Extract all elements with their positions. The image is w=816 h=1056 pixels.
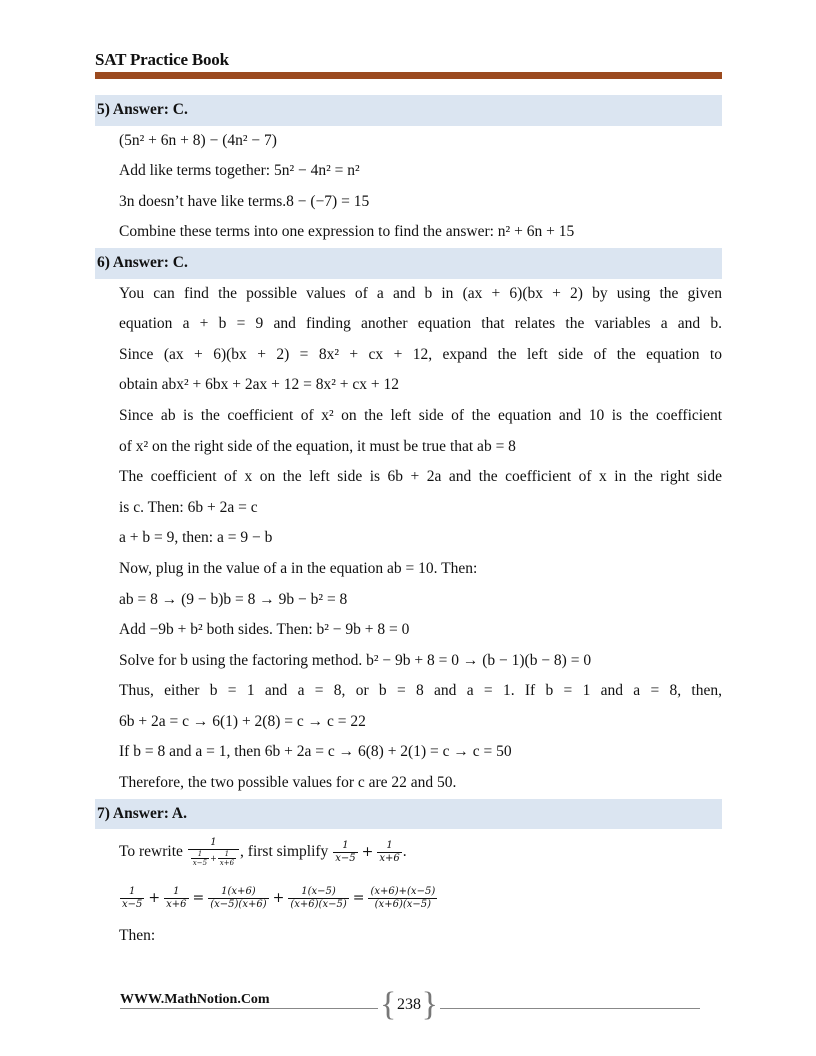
solution-line: Combine these terms into one expression to find the answer: n² + 6n + 15 xyxy=(119,223,575,241)
inner-fraction xyxy=(191,850,209,867)
solution-line: Now, plug in the value of a in the equation ab = 10. Then: xyxy=(119,559,478,577)
inner-fraction xyxy=(218,850,236,867)
fraction-numerator: 1 xyxy=(120,886,144,899)
fraction xyxy=(333,840,357,865)
right-brace-icon: } xyxy=(421,986,438,1023)
fraction-denominator: x+6 xyxy=(379,852,400,864)
solution-line: Solve for b using the factoring method. b² − 9b + 8 = 0 → (b − 1)(b − 8) = 0 xyxy=(119,651,592,669)
solution-line: Thus, either b = 1 and a = 8, or b = 8 and a = 1. If b = 1 and a = 8, then, xyxy=(119,682,722,700)
solution-line: Add like terms together: 5n² − 4n² = n² xyxy=(119,162,360,180)
solution-line: If b = 8 and a = 1, then 6b + 2a = c → 6(8) + 2(1) = c → c = 50 xyxy=(119,743,512,761)
footer-rule xyxy=(440,1008,700,1009)
solution-line: Since ab is the coefficient of x² on the left side of the equation and 10 is the coefficient xyxy=(119,406,722,424)
solution-line: a + b = 9, then: a = 9 − b xyxy=(119,529,273,547)
fraction-denominator: x+6 xyxy=(219,859,235,868)
solution-line: Then: xyxy=(119,927,156,945)
solution-line: is c. Then: 6b + 2a = c xyxy=(119,498,258,516)
fraction-numerator: 1 xyxy=(164,886,188,899)
solution-line: You can find the possible values of a and b in (ax + 6)(bx + 2) by using the given xyxy=(119,284,722,302)
answer-heading-7: 7) Answer: A. xyxy=(95,799,722,830)
header-rule xyxy=(95,72,722,79)
fraction xyxy=(288,886,348,911)
fraction-numerator: 1 xyxy=(377,840,401,853)
fraction-denominator: x−5 xyxy=(122,898,143,910)
rewrite-line: To rewrite 1 $\frac{1}{x-5}$ + $\frac{1}{x+6}$ , first simplify $\frac{1}{x-5}$ + $\frac{1}{x+6}$ . xyxy=(119,837,407,868)
fraction-denominator: (x+6)(x−5) xyxy=(374,898,432,910)
solution-line: of x² on the right side of the equation, it must be true that ab = 8 xyxy=(119,437,516,455)
fraction-numerator: 1(x−5) xyxy=(288,886,348,899)
solution-line: obtain abx² + 6bx + 2ax + 12 = 8x² + cx + 12 xyxy=(119,376,399,394)
fraction-numerator: 1 xyxy=(191,850,209,859)
footer-website-link[interactable]: WWW.MathNotion.Com xyxy=(120,992,270,1007)
solution-line: (5n² + 6n + 8) − (4n² − 7) xyxy=(119,131,277,149)
fraction-denominator: x−5 xyxy=(335,852,356,864)
left-brace-icon: { xyxy=(380,986,397,1023)
fraction xyxy=(368,886,437,911)
fraction-denominator: (x−5)(x+6) xyxy=(210,898,267,910)
fraction-numerator: 1 xyxy=(218,850,236,859)
fraction-numerator: (x+6)+(x−5) xyxy=(370,885,436,897)
fraction-numerator: 1(x+6) xyxy=(208,886,268,899)
rewrite-prefix: To rewrite xyxy=(119,842,183,860)
page-number xyxy=(380,988,438,1022)
fraction-numerator: 1 xyxy=(188,837,239,850)
footer-rule xyxy=(120,1008,378,1009)
solution-line: Therefore, the two possible values for c are 22 and 50. xyxy=(119,774,457,792)
fraction-equation: $\frac{1}{x-5}$ + $\frac{1}{x+6}$ = $\frac{1(x+6)}{(x-5)(x+6)}$ + $\frac{1(x-5)}{(x+6)(x-5)}$ = $\frac{(x+6)+(x-5)}{(x+6)(x-5)}$ xyxy=(122,885,436,910)
fraction xyxy=(208,886,268,911)
page-number-value: 238 xyxy=(397,996,421,1013)
fraction-denominator: $\frac{1}{x-5}$ + $\frac{1}{x+6}$ xyxy=(192,850,235,868)
solution-line: ab = 8 → (9 − b)b = 8 → 9b − b² = 8 xyxy=(119,590,348,608)
fraction-denominator: x−5 xyxy=(192,859,208,868)
solution-line: Since (ax + 6)(bx + 2) = 8x² + cx + 12, expand the left side of the equation to xyxy=(119,345,722,363)
solution-line: 6b + 2a = c → 6(1) + 2(8) = c → c = 22 xyxy=(119,712,366,730)
answer-heading-6: 6) Answer: C. xyxy=(95,248,722,279)
solution-line: The coefficient of x on the left side is 6b + 2a and the coefficient of x in the right side xyxy=(119,468,722,486)
answer-heading-5: 5) Answer: C. xyxy=(95,95,722,126)
solution-line: Add −9b + b² both sides. Then: b² − 9b + 8 = 0 xyxy=(119,621,410,639)
complex-fraction xyxy=(188,837,239,867)
fraction xyxy=(164,886,188,911)
rewrite-mid: , first simplify xyxy=(240,842,329,860)
fraction xyxy=(120,886,144,911)
fraction-denominator: (x+6)(x−5) xyxy=(290,898,347,910)
book-title: SAT Practice Book xyxy=(95,50,229,69)
page-content xyxy=(95,95,722,952)
solution-line: 3n doesn’t have like terms.8 − (−7) = 15 xyxy=(119,192,370,210)
fraction xyxy=(377,840,401,865)
solution-line: equation a + b = 9 and finding another equation that relates the variables a and b. xyxy=(119,315,722,333)
fraction-numerator: 1 xyxy=(333,840,357,853)
fraction-denominator: x+6 xyxy=(166,898,187,910)
